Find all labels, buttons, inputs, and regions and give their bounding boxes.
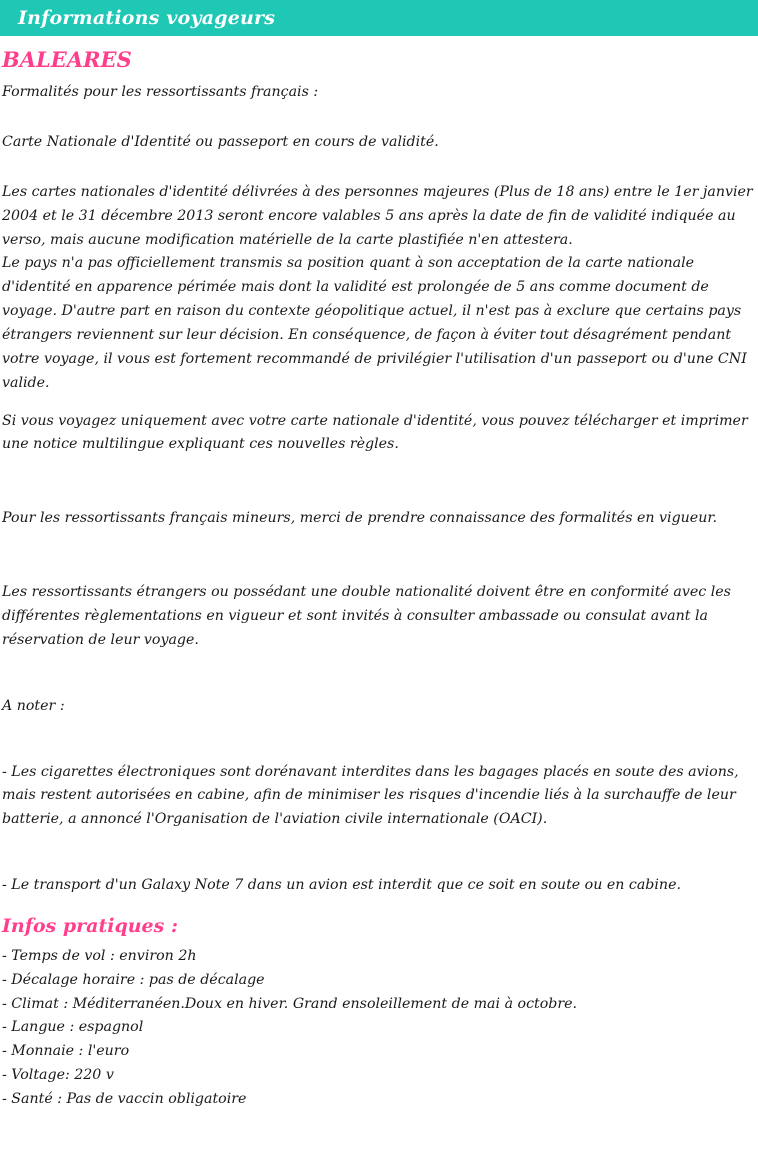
list-item: - Climat : Méditerranéen.Doux en hiver. Grand ensoleillement de mai à octobre. bbox=[2, 995, 578, 1012]
country-position-text: Le pays n'a pas officiellement transmis sa position quant à son acceptation de la carte nationale d'identité en apparence périmée mais dont la validité est prolongée de 5 ans comme document de voyage. D'autre part en raison du contexte géopolitique actuel, il n'est pas à exclure que certains pays étrangers reviennent sur leur décision. En conséquence, de façon à éviter tout désagrément pendant votre voyage, il vous est fortement recommandé de privilégier l'utilisation d'un passeport ou d'une CNI valide. bbox=[2, 255, 747, 391]
foreign-nationals-text: Les ressortissants étrangers ou possédant une double nationalité doivent être en conformité avec les différentes règlementations en vigueur et sont invités à consulter ambassade ou consulat avant la réservation de leur voyage. bbox=[2, 584, 731, 648]
list-item: - Temps de vol : environ 2h bbox=[2, 947, 197, 964]
list-item: - Monnaie : l'euro bbox=[2, 1043, 130, 1060]
list-item: - Voltage: 220 v bbox=[2, 1067, 114, 1084]
spacer bbox=[2, 396, 756, 410]
notice-download-text: Si vous voyagez uniquement avec votre carte nationale d'identité, vous pouvez télécharger et imprimer une notice multilingue expliquant ces nouvelles règles. bbox=[2, 412, 748, 453]
note-cigarettes-text: - Les cigarettes électroniques sont dorénavant interdites dans les bagages placés en soute des avions, mais restent autorisées en cabine, afin de minimiser les risques d'incendie liés à la surchauffe de leur batterie, a annoncé l'Organisation de l'aviation civile internationale (OACI). bbox=[2, 763, 739, 828]
practical-info-list bbox=[2, 945, 756, 1112]
list-item: - Langue : espagnol bbox=[2, 1019, 144, 1036]
destination-heading: BALEARES bbox=[2, 47, 132, 72]
list-item: - Décalage horaire : pas de décalage bbox=[2, 971, 265, 988]
page-banner bbox=[0, 0, 758, 36]
spacer bbox=[2, 719, 756, 761]
id-cards-validity-text: Les cartes nationales d'identité délivrées à des personnes majeures (Plus de 18 ans) entre le 1er janvier 2004 et le 31 décembre 2013 seront encore valables 5 ans après la date de fin de validité indiquée au verso, mais aucune modification matérielle de la carte plastifiée n'en attestera. bbox=[2, 183, 753, 248]
note-label: A noter : bbox=[2, 697, 65, 714]
formalities-intro: Formalités pour les ressortissants français : bbox=[2, 84, 319, 101]
spacer bbox=[2, 832, 756, 874]
id-document-text: Carte Nationale d'Identité ou passeport en cours de validité. bbox=[2, 133, 439, 150]
spacer bbox=[2, 653, 756, 695]
note-galaxy-text: - Le transport d'un Galaxy Note 7 dans un avion est interdit que ce soit en soute ou en cabine. bbox=[2, 877, 681, 894]
list-item: - Santé : Pas de vaccin obligatoire bbox=[2, 1091, 247, 1108]
minors-text: Pour les ressortissants français mineurs, merci de prendre connaissance des formalités en vigueur. bbox=[2, 510, 718, 527]
practical-info-heading: Infos pratiques : bbox=[2, 915, 178, 937]
banner-title: Informations voyageurs bbox=[18, 7, 276, 29]
spacer bbox=[2, 105, 756, 131]
spacer bbox=[2, 457, 756, 507]
spacer bbox=[2, 531, 756, 581]
document-content bbox=[0, 48, 758, 1132]
spacer bbox=[2, 155, 756, 181]
